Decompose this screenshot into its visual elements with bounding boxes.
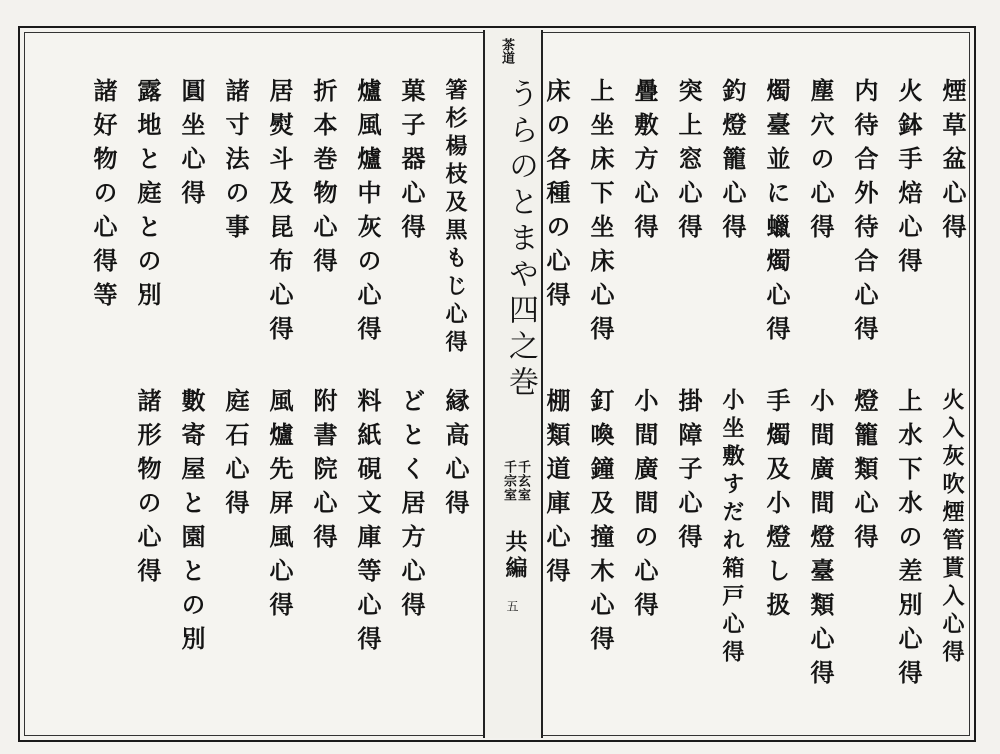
toc-entry: 釘喚鐘及撞木心得: [586, 388, 615, 660]
toc-entry: 圓坐心得: [177, 78, 206, 214]
toc-entry: 箸杉楊枝及黒もじ心得: [442, 78, 468, 358]
editors-names: 千玄室 千宗室: [501, 460, 530, 502]
toc-entry: 床の各種の心得: [542, 78, 571, 316]
toc-entry: 縁高心得: [441, 388, 470, 524]
running-head: [483, 30, 543, 738]
toc-entry: 燭臺並に蠟燭心得: [762, 78, 791, 350]
toc-entry: 爐風爐中灰の心得: [353, 78, 382, 350]
edited-label: 共編: [502, 530, 528, 582]
toc-entry: 棚類道庫心得: [542, 388, 571, 592]
toc-entry: 露地と庭との別: [133, 78, 162, 316]
series-label: 茶道: [499, 38, 514, 64]
toc-entry: 手燭及小燈し扱: [762, 388, 791, 626]
book-title: うらのとまや四之巻: [503, 78, 538, 402]
toc-entry: 小坐敷すだれ箱戸心得: [719, 388, 745, 668]
toc-entry: 諸寸法の事: [221, 78, 250, 248]
toc-entry: 諸好物の心得等: [89, 78, 118, 316]
toc-entry: 居熨斗及昆布心得: [265, 78, 294, 350]
toc-entry: 風爐先屏風心得: [265, 388, 294, 626]
page-number: 五: [505, 600, 519, 612]
toc-entry: 釣燈籠心得: [718, 78, 747, 248]
toc-entry: 小間廣間の心得: [630, 388, 659, 626]
toc-entry: 數寄屋と園との別: [177, 388, 206, 660]
toc-entry: 料紙硯文庫等心得: [353, 388, 382, 660]
toc-entry: 疊敷方心得: [630, 78, 659, 248]
toc-entry: 突上窓心得: [674, 78, 703, 248]
toc-entry: 小間廣間燈臺類心得: [806, 388, 835, 694]
toc-entry: 諸形物の心得: [133, 388, 162, 592]
left-page: [20, 28, 483, 740]
toc-entry: 附書院心得: [309, 388, 338, 558]
toc-entry: 掛障子心得: [674, 388, 703, 558]
toc-entry: 煙草盆心得: [938, 78, 967, 248]
toc-entry: どとく居方心得: [397, 388, 426, 626]
right-page: [541, 28, 974, 740]
book-spread: [18, 26, 976, 742]
toc-entry: 火入灰吹煙管貰入心得: [939, 388, 965, 668]
toc-entry: 折本巻物心得: [309, 78, 338, 282]
toc-entry: 燈籠類心得: [850, 388, 879, 558]
toc-entry: 庭石心得: [221, 388, 250, 524]
toc-entry: 上坐床下坐床心得: [586, 78, 615, 350]
toc-entry: 火鉢手焙心得: [894, 78, 923, 282]
toc-entry: 内待合外待合心得: [850, 78, 879, 350]
toc-entry: 塵穴の心得: [806, 78, 835, 248]
toc-entry: 菓子器心得: [397, 78, 426, 248]
toc-entry: 上水下水の差別心得: [894, 388, 923, 694]
